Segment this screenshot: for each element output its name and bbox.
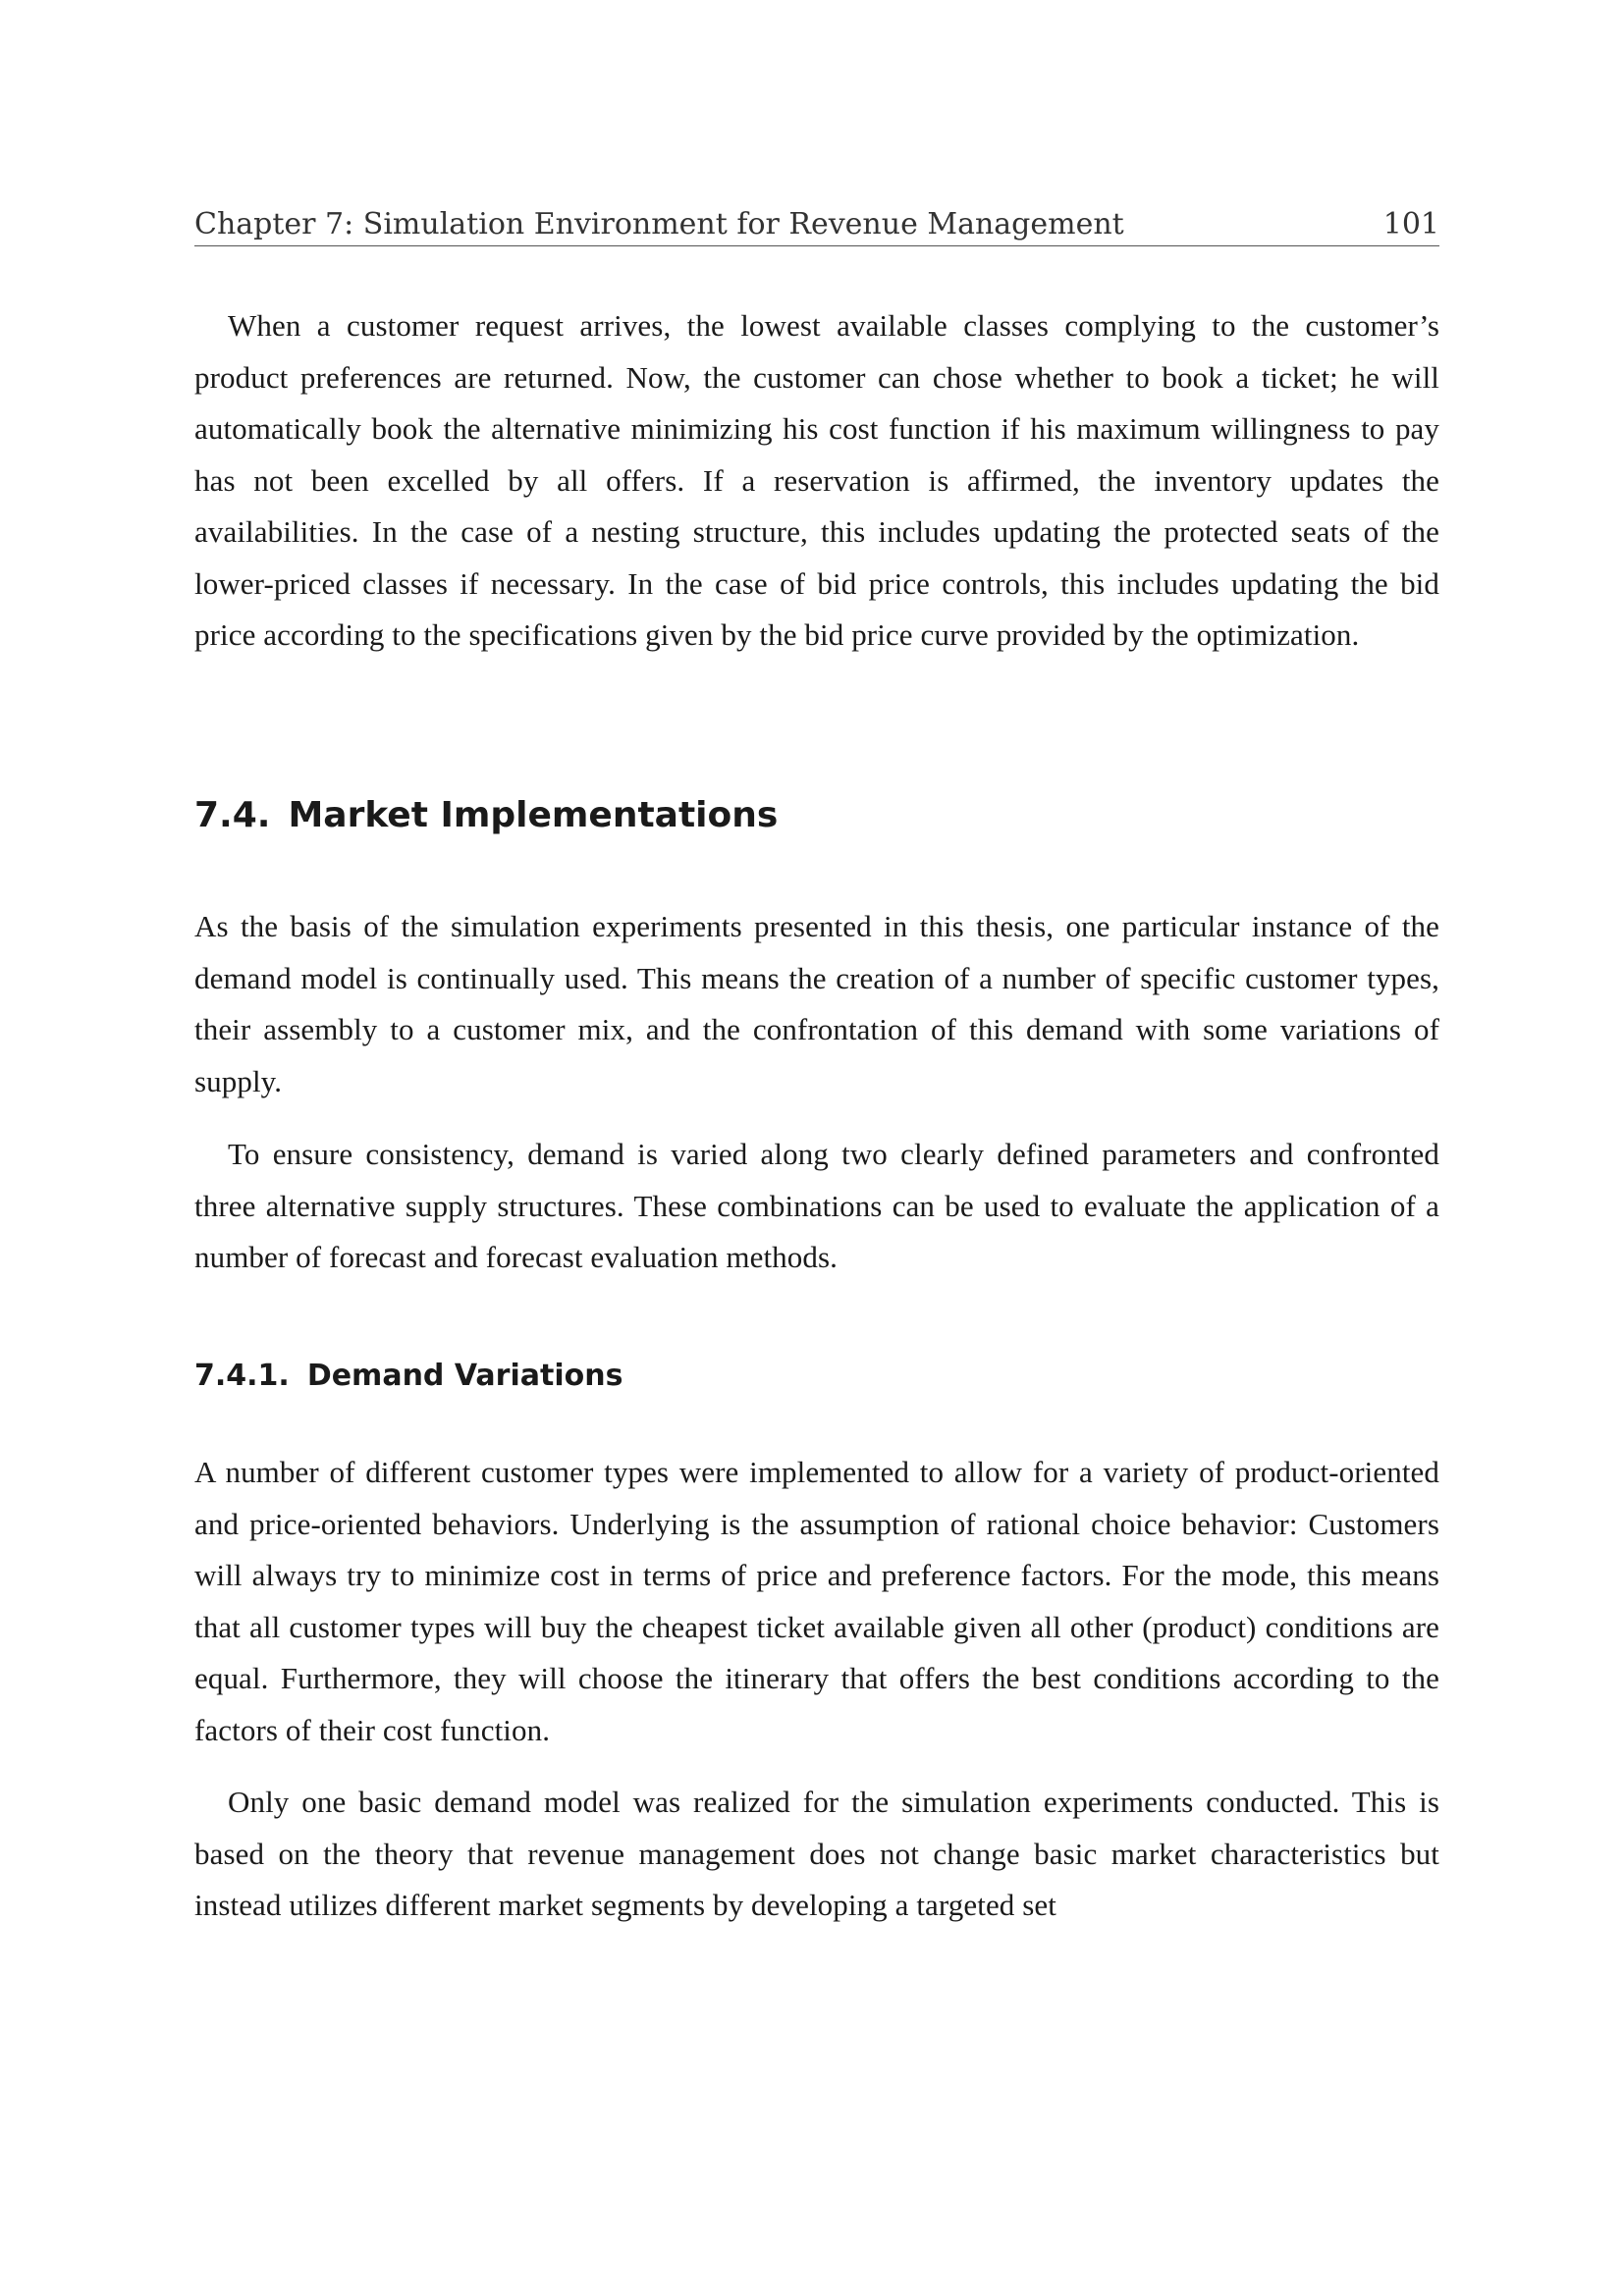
subsection-number: 7.4.1.: [194, 1359, 290, 1393]
subsection-title: Demand Variations: [306, 1359, 623, 1393]
section-number: 7.4.: [194, 795, 271, 835]
running-header: [194, 202, 1439, 246]
chapter-title: Chapter 7: Simulation Environment for Revenue Management: [194, 207, 1124, 241]
paragraph-4: A number of different customer types were implemented to allow for a variety of product-oriented and price-oriented behaviors. Underlying is the assumption of rational choice behavior: Customers will always try to minimize cost in terms of price and preference factors. For the mode, this means that all customer types will buy the cheapest ticket available given all other (product) conditions are equal. Furthermore, they will choose the itinerary that offers the best conditions according to the factors of their cost function.: [194, 1455, 1439, 1747]
document-page: [194, 0, 1439, 2296]
paragraph-2: As the basis of the simulation experiments presented in this thesis, one particular instance of the demand model is continually used. This means the creation of a number of specific customer types, their assembly to a customer mix, and the confrontation of this demand with some variations of supply.: [194, 909, 1439, 1098]
section-title: Market Implementations: [288, 795, 779, 835]
page-number: 101: [1382, 207, 1439, 241]
paragraph-1: When a customer request arrives, the lowest available classes complying to the customer’s product preferences are returned. Now, the customer can chose whether to book a ticket; he will automatically book the alternative minimizing his cost function if his maximum willingness to pay has not been excelled by all offers. If a reservation is affirmed, the inventory updates the availabilities. In the case of a nesting structure, this includes updating the protected seats of the lower-priced classes if necessary. In the case of bid price controls, this includes updating the bid price according to the specifications given by the bid price curve provided by the optimization.: [194, 308, 1439, 652]
section-heading-7-4: [194, 795, 778, 835]
paragraph-3: To ensure consistency, demand is varied along two clearly defined parameters and confronted three alternative supply structures. These combinations can be used to evaluate the application of a number of forecast and forecast evaluation methods.: [194, 1137, 1439, 1274]
subsection-heading-7-4-1: [194, 1359, 623, 1393]
paragraph-5: Only one basic demand model was realized for the simulation experiments conducted. This is based on the theory that revenue management does not change basic market characteristics but instead utilizes different market segments by developing a targeted set: [194, 1785, 1439, 1922]
